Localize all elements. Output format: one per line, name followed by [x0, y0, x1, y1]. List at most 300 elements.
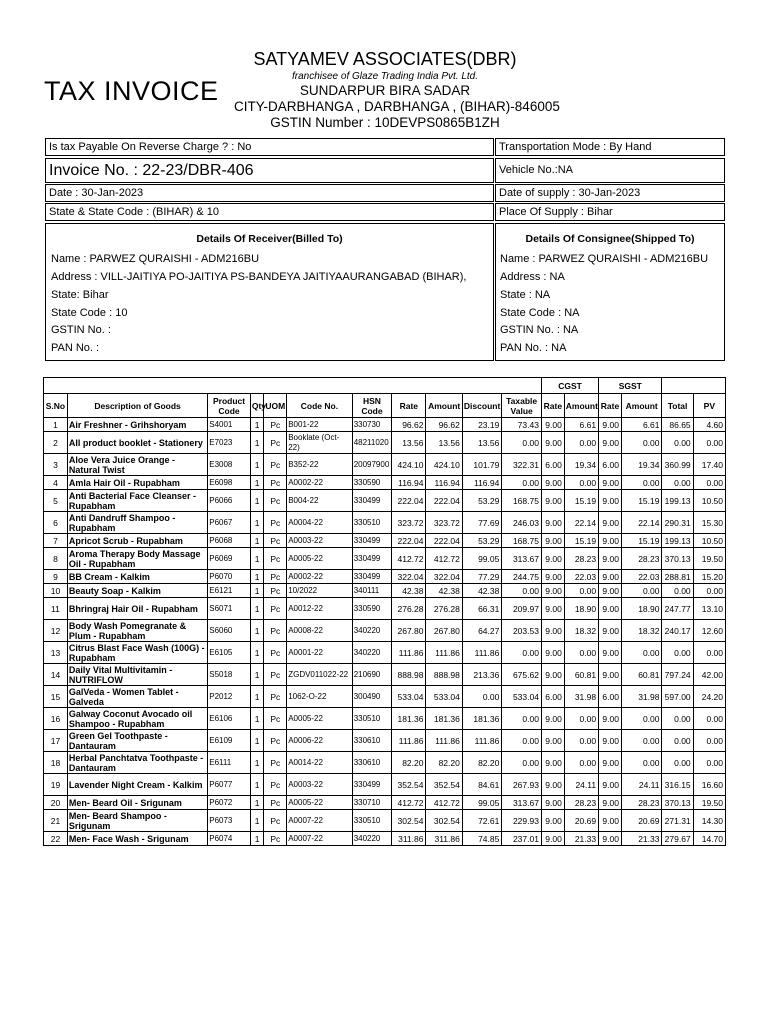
cell-pv: 0.00: [693, 730, 725, 752]
cell-taxable-value: 322.31: [502, 454, 542, 476]
cell-amount: 111.86: [426, 642, 462, 664]
header-cgst-rate: Rate: [541, 394, 564, 418]
cell-cgst-amount: 28.23: [564, 548, 598, 570]
cell-hsn-code: 330499: [352, 534, 392, 548]
cell-code-no: A0004-22: [287, 512, 352, 534]
cell-amount: 42.38: [426, 584, 462, 598]
cell-description: Lavender Night Cream - Kalkim: [67, 774, 207, 796]
cell-uom: Pc: [264, 730, 287, 752]
cell-sgst-rate: 9.00: [599, 832, 622, 846]
cell-rate: 267.80: [392, 620, 426, 642]
header-description: Description of Goods: [67, 394, 207, 418]
cell-description: Apricot Scrub - Rupabham: [67, 534, 207, 548]
cell-total: 279.67: [662, 832, 693, 846]
cell-pv: 42.00: [693, 664, 725, 686]
cell-description: Aloe Vera Juice Orange - Natural Twist: [67, 454, 207, 476]
cell-code-no: A0003-22: [287, 774, 352, 796]
cell-rate: 96.62: [392, 418, 426, 432]
cell-discount: 13.56: [462, 432, 502, 454]
cell-product-code: E6098: [208, 476, 251, 490]
cell-pv: 0.00: [693, 752, 725, 774]
cell-sgst-amount: 18.90: [621, 598, 662, 620]
cell-uom: Pc: [264, 548, 287, 570]
cell-taxable-value: 0.00: [502, 432, 542, 454]
cell-pv: 10.50: [693, 534, 725, 548]
document-title: TAX INVOICE: [44, 76, 219, 106]
company-address-line1: SUNDARPUR BIRA SADAR: [299, 83, 471, 98]
cell-amount: 267.80: [426, 620, 462, 642]
header-discount: Discount: [462, 394, 502, 418]
cell-cgst-amount: 0.00: [564, 752, 598, 774]
cell-sgst-rate: 9.00: [599, 708, 622, 730]
cell-product-code: P6073: [208, 810, 251, 832]
receiver-pan: PAN No. :: [51, 342, 100, 354]
cell-total: 0.00: [662, 708, 693, 730]
cell-hsn-code: 20097900: [352, 454, 392, 476]
table-row: [44, 598, 726, 620]
cell-amount: 888.98: [426, 664, 462, 686]
cell-rate: 311.86: [392, 832, 426, 846]
header-code-no: Code No.: [287, 394, 352, 418]
cell-uom: Pc: [264, 642, 287, 664]
cell-qty: 1: [250, 642, 264, 664]
cell-cgst-rate: 9.00: [541, 796, 564, 810]
cell-total: 86.65: [662, 418, 693, 432]
cell-discount: 0.00: [462, 686, 502, 708]
cell-discount: 64.27: [462, 620, 502, 642]
cell-qty: 1: [250, 730, 264, 752]
transport-mode-field: Transportation Mode : By Hand: [495, 138, 725, 156]
cell-cgst-amount: 0.00: [564, 730, 598, 752]
cell-description: Bhringraj Hair Oil - Rupabham: [67, 598, 207, 620]
cell-cgst-amount: 15.19: [564, 490, 598, 512]
cell-sgst-amount: 60.81: [621, 664, 662, 686]
cell-sgst-amount: 0.00: [621, 708, 662, 730]
cell-cgst-amount: 24.11: [564, 774, 598, 796]
cell-hsn-code: 48211020: [352, 432, 392, 454]
cell-rate: 352.54: [392, 774, 426, 796]
cell-product-code: E3008: [208, 454, 251, 476]
cell-discount: 66.31: [462, 598, 502, 620]
cell-amount: 181.36: [426, 708, 462, 730]
cell-uom: Pc: [264, 418, 287, 432]
cell-code-no: A0005-22: [287, 708, 352, 730]
cell-sgst-rate: 9.00: [599, 512, 622, 534]
cell-amount: 276.28: [426, 598, 462, 620]
cell-code-no: A0002-22: [287, 476, 352, 490]
cell-cgst-amount: 20.69: [564, 810, 598, 832]
cell-pv: 4.60: [693, 418, 725, 432]
header-sgst-amount: Amount: [621, 394, 662, 418]
table-row: [44, 642, 726, 664]
cell-cgst-rate: 9.00: [541, 752, 564, 774]
cell-code-no: 10/2022: [287, 584, 352, 598]
cell-cgst-amount: 21.33: [564, 832, 598, 846]
cell-sgst-amount: 22.03: [621, 570, 662, 584]
cell-sgst-amount: 15.19: [621, 534, 662, 548]
cell-total: 0.00: [662, 730, 693, 752]
cell-description: Men- Beard Oil - Srigunam: [67, 796, 207, 810]
cell-taxable-value: 168.75: [502, 534, 542, 548]
cell-cgst-rate: 9.00: [541, 432, 564, 454]
cell-discount: 99.05: [462, 548, 502, 570]
table-row: [44, 454, 726, 476]
cell-discount: 77.69: [462, 512, 502, 534]
cell-uom: Pc: [264, 620, 287, 642]
cell-sgst-rate: 9.00: [599, 642, 622, 664]
cell-uom: Pc: [264, 686, 287, 708]
cell-total: 797.24: [662, 664, 693, 686]
cell-pv: 14.70: [693, 832, 725, 846]
cell-sgst-rate: 9.00: [599, 490, 622, 512]
cell-hsn-code: 330510: [352, 708, 392, 730]
cell-product-code: S4001: [208, 418, 251, 432]
table-row: [44, 584, 726, 598]
cell-rate: 42.38: [392, 584, 426, 598]
cell-taxable-value: 0.00: [502, 584, 542, 598]
cell-amount: 311.86: [426, 832, 462, 846]
cell-pv: 16.60: [693, 774, 725, 796]
cell-description: Men- Beard Shampoo - Srigunam: [67, 810, 207, 832]
cell-hsn-code: 330590: [352, 476, 392, 490]
cell-sgst-rate: 6.00: [599, 454, 622, 476]
cell-code-no: A0007-22: [287, 832, 352, 846]
cell-total: 0.00: [662, 752, 693, 774]
header-taxable-value: Taxable Value: [502, 394, 542, 418]
cell-uom: Pc: [264, 570, 287, 584]
cell-code-no: A0006-22: [287, 730, 352, 752]
cell-qty: 1: [250, 584, 264, 598]
cell-hsn-code: 330499: [352, 774, 392, 796]
cell-taxable-value: 0.00: [502, 708, 542, 730]
cell-sno: 10: [44, 584, 68, 598]
cell-hsn-code: 330499: [352, 570, 392, 584]
cell-pv: 13.10: [693, 598, 725, 620]
cell-total: 360.99: [662, 454, 693, 476]
cell-product-code: P2012: [208, 686, 251, 708]
cell-hsn-code: 340220: [352, 642, 392, 664]
cell-cgst-amount: 15.19: [564, 534, 598, 548]
cell-qty: 1: [250, 620, 264, 642]
cell-taxable-value: 0.00: [502, 476, 542, 490]
cell-amount: 424.10: [426, 454, 462, 476]
cell-sno: 1: [44, 418, 68, 432]
cell-description: Body Wash Pomegranate & Plum - Rupabham: [67, 620, 207, 642]
cell-cgst-rate: 6.00: [541, 686, 564, 708]
cell-sno: 17: [44, 730, 68, 752]
cell-sgst-amount: 6.61: [621, 418, 662, 432]
cell-total: 0.00: [662, 432, 693, 454]
cell-rate: 888.98: [392, 664, 426, 686]
cell-uom: Pc: [264, 598, 287, 620]
cell-product-code: S5018: [208, 664, 251, 686]
cell-uom: Pc: [264, 512, 287, 534]
cell-discount: 99.05: [462, 796, 502, 810]
consignee-address: Address : NA: [500, 271, 565, 283]
cell-rate: 13.56: [392, 432, 426, 454]
vehicle-number-field: Vehicle No.:NA: [495, 158, 725, 183]
cell-sno: 8: [44, 548, 68, 570]
cell-discount: 53.29: [462, 534, 502, 548]
cell-product-code: S6060: [208, 620, 251, 642]
cell-code-no: B004-22: [287, 490, 352, 512]
cell-cgst-amount: 22.14: [564, 512, 598, 534]
cell-total: 316.15: [662, 774, 693, 796]
cell-rate: 222.04: [392, 490, 426, 512]
cell-sno: 5: [44, 490, 68, 512]
cell-cgst-rate: 9.00: [541, 730, 564, 752]
consignee-heading: Details Of Consignee(Shipped To): [525, 233, 695, 245]
franchise-note: franchisee of Glaze Trading India Pvt. Ltd.: [291, 71, 479, 82]
cell-amount: 323.72: [426, 512, 462, 534]
table-row: [44, 620, 726, 642]
cell-qty: 1: [250, 418, 264, 432]
cell-code-no: A0005-22: [287, 796, 352, 810]
cell-pv: 15.30: [693, 512, 725, 534]
receiver-heading: Details Of Receiver(Billed To): [196, 233, 343, 245]
cell-uom: Pc: [264, 752, 287, 774]
cell-qty: 1: [250, 476, 264, 490]
cell-product-code: S6071: [208, 598, 251, 620]
cell-total: 199.13: [662, 490, 693, 512]
cell-rate: 116.94: [392, 476, 426, 490]
header-qty: Qty: [250, 394, 264, 418]
cell-cgst-amount: 18.32: [564, 620, 598, 642]
cell-total: 240.17: [662, 620, 693, 642]
cell-discount: 74.85: [462, 832, 502, 846]
consignee-gstin: GSTIN No. : NA: [500, 324, 579, 336]
cell-sgst-rate: 6.00: [599, 686, 622, 708]
cell-uom: Pc: [264, 664, 287, 686]
header-pv: PV: [693, 394, 725, 418]
cell-cgst-amount: 18.90: [564, 598, 598, 620]
table-row: [44, 832, 726, 846]
cell-product-code: P6067: [208, 512, 251, 534]
cell-discount: 72.61: [462, 810, 502, 832]
cell-description: Air Freshner - Grihshoryam: [67, 418, 207, 432]
cell-description: Green Gel Toothpaste - Dantauram: [67, 730, 207, 752]
cell-total: 199.13: [662, 534, 693, 548]
header-sgst-rate: Rate: [599, 394, 622, 418]
cell-rate: 424.10: [392, 454, 426, 476]
receiver-state: State: Bihar: [51, 289, 109, 301]
table-row: [44, 752, 726, 774]
cell-rate: 322.04: [392, 570, 426, 584]
cell-amount: 82.20: [426, 752, 462, 774]
consignee-pan: PAN No. : NA: [500, 342, 567, 354]
cell-sno: 7: [44, 534, 68, 548]
cell-qty: 1: [250, 490, 264, 512]
cell-taxable-value: 0.00: [502, 730, 542, 752]
cell-cgst-rate: 9.00: [541, 570, 564, 584]
cell-sgst-rate: 9.00: [599, 730, 622, 752]
cell-discount: 23.19: [462, 418, 502, 432]
cell-taxable-value: 237.01: [502, 832, 542, 846]
cell-cgst-rate: 9.00: [541, 708, 564, 730]
cell-description: Aroma Therapy Body Massage Oil - Rupabham: [67, 548, 207, 570]
cell-qty: 1: [250, 686, 264, 708]
header-amount: Amount: [426, 394, 462, 418]
cell-rate: 222.04: [392, 534, 426, 548]
cell-cgst-amount: 6.61: [564, 418, 598, 432]
cell-rate: 302.54: [392, 810, 426, 832]
cell-cgst-rate: 9.00: [541, 548, 564, 570]
cell-sno: 9: [44, 570, 68, 584]
cell-discount: 101.79: [462, 454, 502, 476]
cell-sgst-rate: 9.00: [599, 598, 622, 620]
cell-uom: Pc: [264, 810, 287, 832]
cell-discount: 82.20: [462, 752, 502, 774]
cell-pv: 12.60: [693, 620, 725, 642]
reverse-charge-field: Is tax Payable On Reverse Charge ? : No: [45, 138, 494, 156]
cell-sno: 20: [44, 796, 68, 810]
cell-code-no: 1062-O-22: [287, 686, 352, 708]
table-row: [44, 418, 726, 432]
cell-amount: 13.56: [426, 432, 462, 454]
cell-cgst-amount: 22.03: [564, 570, 598, 584]
cell-cgst-amount: 19.34: [564, 454, 598, 476]
cell-hsn-code: 340220: [352, 832, 392, 846]
cell-hsn-code: 340220: [352, 620, 392, 642]
cell-cgst-rate: 9.00: [541, 512, 564, 534]
cell-discount: 116.94: [462, 476, 502, 490]
cell-pv: 14.30: [693, 810, 725, 832]
receiver-name: Name : PARWEZ QURAISHI - ADM216BU: [51, 253, 260, 265]
cell-cgst-rate: 9.00: [541, 832, 564, 846]
consignee-name: Name : PARWEZ QURAISHI - ADM216BU: [500, 253, 709, 265]
cell-rate: 323.72: [392, 512, 426, 534]
state-code-field: State & State Code : (BIHAR) & 10: [45, 203, 494, 221]
cell-hsn-code: 330710: [352, 796, 392, 810]
cell-qty: 1: [250, 454, 264, 476]
table-row: [44, 774, 726, 796]
cell-taxable-value: 533.04: [502, 686, 542, 708]
cell-amount: 322.04: [426, 570, 462, 584]
cell-sno: 16: [44, 708, 68, 730]
cell-cgst-amount: 0.00: [564, 432, 598, 454]
cell-qty: 1: [250, 810, 264, 832]
cell-product-code: E6109: [208, 730, 251, 752]
cell-sgst-rate: 9.00: [599, 476, 622, 490]
cell-description: All product booklet - Stationery: [67, 432, 207, 454]
cell-rate: 111.86: [392, 642, 426, 664]
cell-rate: 412.72: [392, 548, 426, 570]
cell-qty: 1: [250, 708, 264, 730]
cell-uom: Pc: [264, 432, 287, 454]
consignee-state: State : NA: [500, 289, 551, 301]
cell-uom: Pc: [264, 490, 287, 512]
cell-pv: 15.20: [693, 570, 725, 584]
table-row: [44, 810, 726, 832]
cell-description: Citrus Blast Face Wash (100G) - Rupabham: [67, 642, 207, 664]
cell-taxable-value: 73.43: [502, 418, 542, 432]
cell-pv: 0.00: [693, 476, 725, 490]
cell-sgst-rate: 9.00: [599, 664, 622, 686]
cell-sgst-rate: 9.00: [599, 432, 622, 454]
cell-sgst-amount: 19.34: [621, 454, 662, 476]
cell-uom: Pc: [264, 708, 287, 730]
cell-total: 370.13: [662, 548, 693, 570]
cell-sgst-rate: 9.00: [599, 418, 622, 432]
cell-taxable-value: 0.00: [502, 752, 542, 774]
cell-sgst-rate: 9.00: [599, 548, 622, 570]
cell-qty: 1: [250, 598, 264, 620]
cell-description: Galway Coconut Avocado oil Shampoo - Rupabham: [67, 708, 207, 730]
cell-description: GalVeda - Women Tablet - Galveda: [67, 686, 207, 708]
table-row: [44, 432, 726, 454]
cell-hsn-code: 330510: [352, 512, 392, 534]
cell-total: 271.31: [662, 810, 693, 832]
cell-amount: 96.62: [426, 418, 462, 432]
cell-description: Anti Dandruff Shampoo - Rupabham: [67, 512, 207, 534]
cell-uom: Pc: [264, 584, 287, 598]
table-header-row: [44, 394, 726, 418]
cell-description: Daily Vital Multivitamin - NUTRIFLOW: [67, 664, 207, 686]
cell-sgst-rate: 9.00: [599, 774, 622, 796]
cell-hsn-code: 330499: [352, 548, 392, 570]
invoice-date-field: Date : 30-Jan-2023: [45, 184, 494, 202]
receiver-address: Address : VILL-JAITIYA PO-JAITIYA PS-BANDEYA JAITIYAAURANGABAD (BIHAR),: [51, 271, 467, 283]
company-gstin: GSTIN Number : 10DEVPS0865B1ZH: [270, 115, 500, 130]
table-row: [44, 708, 726, 730]
cell-sgst-rate: 9.00: [599, 570, 622, 584]
cell-discount: 111.86: [462, 730, 502, 752]
cell-hsn-code: 330610: [352, 752, 392, 774]
cell-cgst-amount: 0.00: [564, 584, 598, 598]
cell-taxable-value: 229.93: [502, 810, 542, 832]
cell-sgst-rate: 9.00: [599, 584, 622, 598]
cell-cgst-amount: 28.23: [564, 796, 598, 810]
cell-qty: 1: [250, 832, 264, 846]
cell-sgst-rate: 9.00: [599, 810, 622, 832]
cell-rate: 82.20: [392, 752, 426, 774]
cell-discount: 42.38: [462, 584, 502, 598]
cell-discount: 84.61: [462, 774, 502, 796]
header-rate: Rate: [392, 394, 426, 418]
cell-qty: 1: [250, 570, 264, 584]
cell-discount: 111.86: [462, 642, 502, 664]
cell-cgst-rate: 9.00: [541, 418, 564, 432]
cell-code-no: B352-22: [287, 454, 352, 476]
cell-qty: 1: [250, 548, 264, 570]
cell-code-no: Booklate (Oct-22): [287, 432, 352, 454]
supply-date-field: Date of supply : 30-Jan-2023: [495, 184, 725, 202]
cell-description: Beauty Soap - Kalkim: [67, 584, 207, 598]
cell-taxable-value: 244.75: [502, 570, 542, 584]
company-address-line2: CITY-DARBHANGA , DARBHANGA , (BIHAR)-846005: [234, 99, 560, 114]
cell-total: 0.00: [662, 642, 693, 664]
cell-sgst-amount: 0.00: [621, 432, 662, 454]
cell-cgst-rate: 9.00: [541, 598, 564, 620]
cell-code-no: A0012-22: [287, 598, 352, 620]
table-row: [44, 796, 726, 810]
receiver-state-code: State Code : 10: [51, 307, 128, 319]
cell-product-code: E6121: [208, 584, 251, 598]
cell-amount: 533.04: [426, 686, 462, 708]
cell-cgst-rate: 9.00: [541, 534, 564, 548]
cell-sgst-amount: 0.00: [621, 476, 662, 490]
cell-pv: 10.50: [693, 490, 725, 512]
cell-uom: Pc: [264, 534, 287, 548]
cell-uom: Pc: [264, 774, 287, 796]
cell-sgst-amount: 0.00: [621, 752, 662, 774]
cell-cgst-amount: 0.00: [564, 642, 598, 664]
cell-amount: 412.72: [426, 796, 462, 810]
header-total: Total: [662, 394, 693, 418]
cell-amount: 111.86: [426, 730, 462, 752]
table-row: [44, 548, 726, 570]
cell-description: Anti Bacterial Face Cleanser - Rupabham: [67, 490, 207, 512]
